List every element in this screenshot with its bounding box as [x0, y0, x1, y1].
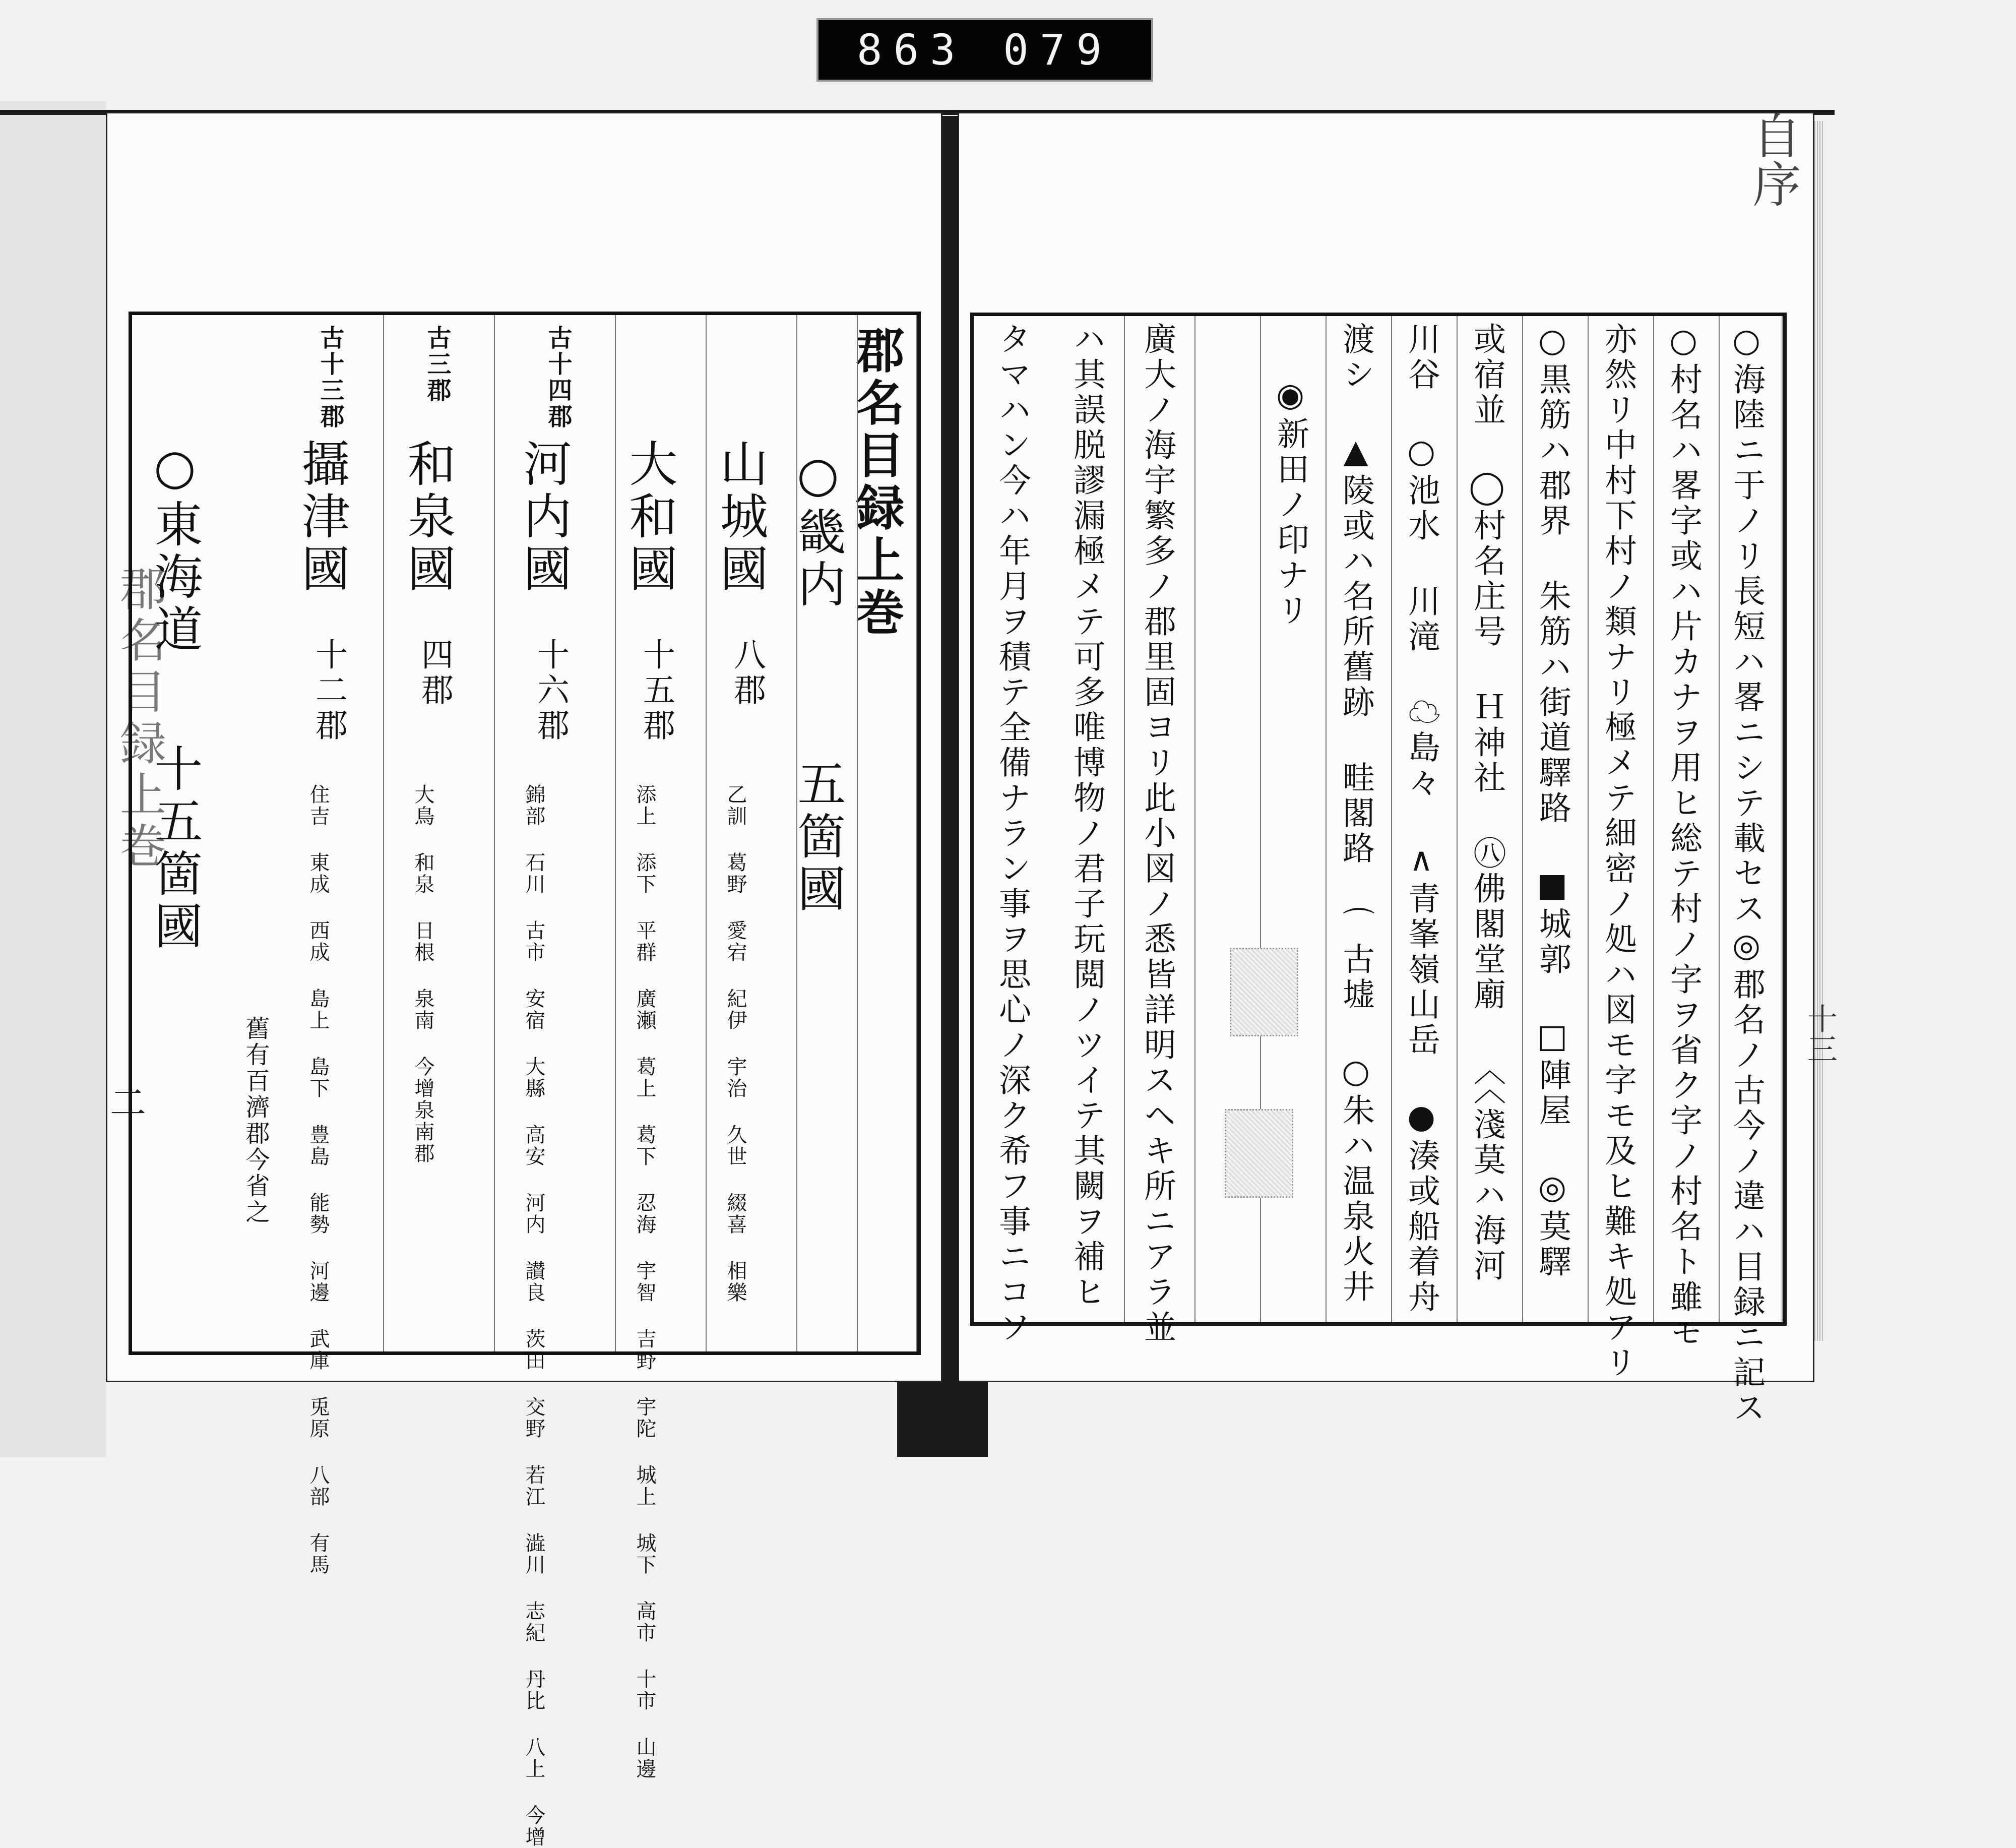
province-footnote: 舊有百濟郡今省之 — [241, 1016, 270, 1225]
province-count: 十六郡 — [532, 638, 569, 744]
right-text-line: ハ其誤脱謬漏極メテ可多唯博物ノ君子玩閲ノツイテ其闕ヲ補ヒ — [1068, 322, 1105, 1310]
right-text-line: ○黒筋ハ郡界 朱筋ハ街道驛路 ■城郭 □陣屋 ◎莫驛 — [1534, 322, 1571, 1280]
province-kawachi — [495, 315, 616, 1848]
province-count: 十二郡 — [310, 638, 347, 744]
next-region-count: 十五箇國 — [147, 744, 203, 953]
right-line-10 — [1125, 316, 1195, 1345]
next-region-column — [132, 315, 283, 1351]
province-name: 和泉國 — [400, 439, 456, 596]
left-spine-title: 郡名目録上巻 — [112, 565, 166, 873]
region-count: 五箇國 — [790, 759, 846, 916]
province-yamashiro — [707, 315, 797, 1351]
province-count: 八郡 — [728, 638, 766, 708]
right-line-7 — [1327, 316, 1392, 1322]
province-districts: 乙訓 葛野 愛宕 紀伊 宇治 久世 綴喜 相樂 — [724, 784, 747, 1304]
next-region-header: ○東海道 — [147, 439, 203, 656]
province-old-note: 古三郡 — [423, 325, 451, 404]
scan-left-margin — [0, 101, 106, 1457]
province-name: 河内國 — [516, 439, 572, 596]
right-text-line: 渡シ ▲陵或ハ名所舊跡 畦閣路 ⌒古墟 ○朱ハ温泉火井 — [1337, 322, 1374, 1305]
region-header: ○畿内 — [790, 446, 846, 611]
right-margin-number: 十三 — [1802, 1003, 1838, 1064]
right-line-1 — [1720, 316, 1783, 1426]
province-districts: 添上 添下 平群 廣瀬 葛上 葛下 忍海 宇智 吉野 宇陀 城上 城下 高市 十市 山邊 — [633, 784, 656, 1780]
right-book-fore-edge — [1814, 121, 1823, 1341]
faint-stamp-1 — [1230, 948, 1298, 1036]
province-name: 山城國 — [712, 439, 769, 596]
page-title: 郡名目録上巻 — [848, 325, 905, 640]
right-page-frame — [970, 313, 1787, 1426]
right-text-line: 亦然リ中村下村ノ類ナリ極メテ細密ノ処ハ図モ字モ及ヒ難キ処アリ — [1599, 322, 1636, 1381]
province-old-note: 古十四郡 — [544, 325, 572, 430]
right-text-line: ○海陸ニ于ノリ長短ハ畧ニシテ載セス◎郡名ノ古今ノ違ハ目録ニ記ス — [1728, 322, 1765, 1426]
right-text-line: ◉新田ノ印ナリ — [1272, 377, 1309, 629]
left-col-region — [790, 315, 858, 1351]
right-line-11 — [1054, 316, 1125, 1322]
right-line-12 — [974, 316, 1054, 1345]
left-page-frame — [129, 312, 921, 1848]
catalog-number-plate: 863 079 — [816, 18, 1153, 82]
left-col-title — [848, 315, 917, 1351]
province-settsu — [283, 315, 384, 1576]
right-margin-title: 自序 — [1745, 111, 1801, 208]
province-yamato — [616, 315, 707, 1780]
book-bottom-edge — [897, 1381, 988, 1457]
right-line-5 — [1458, 316, 1523, 1322]
province-izumi — [384, 315, 495, 1351]
right-text-line: タマハン今ハ年月ヲ積テ全備ナラン事ヲ思心ノ深ク希フ事ニコソ — [993, 322, 1031, 1345]
province-count: 四郡 — [416, 638, 453, 708]
right-text-line: 廣大ノ海宇繁多ノ郡里固ヨリ此小図ノ悉皆詳明スヘキ所ニアラ並 — [1139, 322, 1176, 1345]
right-text-line: 或宿並 ◯村名庄号 Ｈ神社 ㊇佛閣堂廟 〈〈淺莫ハ海河 — [1468, 322, 1505, 1284]
right-text-line: ○村名ハ畧字或ハ片カナヲ用ヒ総テ村ノ字ヲ省ク字ノ村名ト雖モ — [1665, 322, 1702, 1350]
province-districts: 住吉 東成 西成 島上 島下 豊島 能勢 河邊 武庫 兎原 八部 有馬 — [306, 784, 330, 1576]
left-page-number: 二 — [110, 1082, 147, 1124]
province-name: 攝津國 — [294, 439, 350, 596]
province-districts: 錦部 石川 古市 安宿 大縣 高安 河内 讃良 茨田 交野 若江 澁川 志紀 丹比 八上 今增 — [522, 784, 545, 1848]
province-old-note: 古十三郡 — [316, 325, 344, 430]
right-line-4 — [1523, 316, 1589, 1322]
right-line-3 — [1589, 316, 1654, 1381]
province-name: 大和國 — [621, 439, 678, 596]
faint-stamp-2 — [1225, 1109, 1293, 1198]
province-districts: 大鳥 和泉 日根 泉南 今增泉南郡 — [411, 784, 434, 1164]
right-text-line: 川谷 ○池水 川滝 ☁島々 ∧青峯嶺山岳 ●湊或船着舟 — [1403, 322, 1440, 1315]
right-line-6 — [1392, 316, 1458, 1322]
book-gutter — [941, 116, 959, 1416]
right-line-2 — [1654, 316, 1720, 1350]
province-count: 十五郡 — [638, 638, 675, 744]
